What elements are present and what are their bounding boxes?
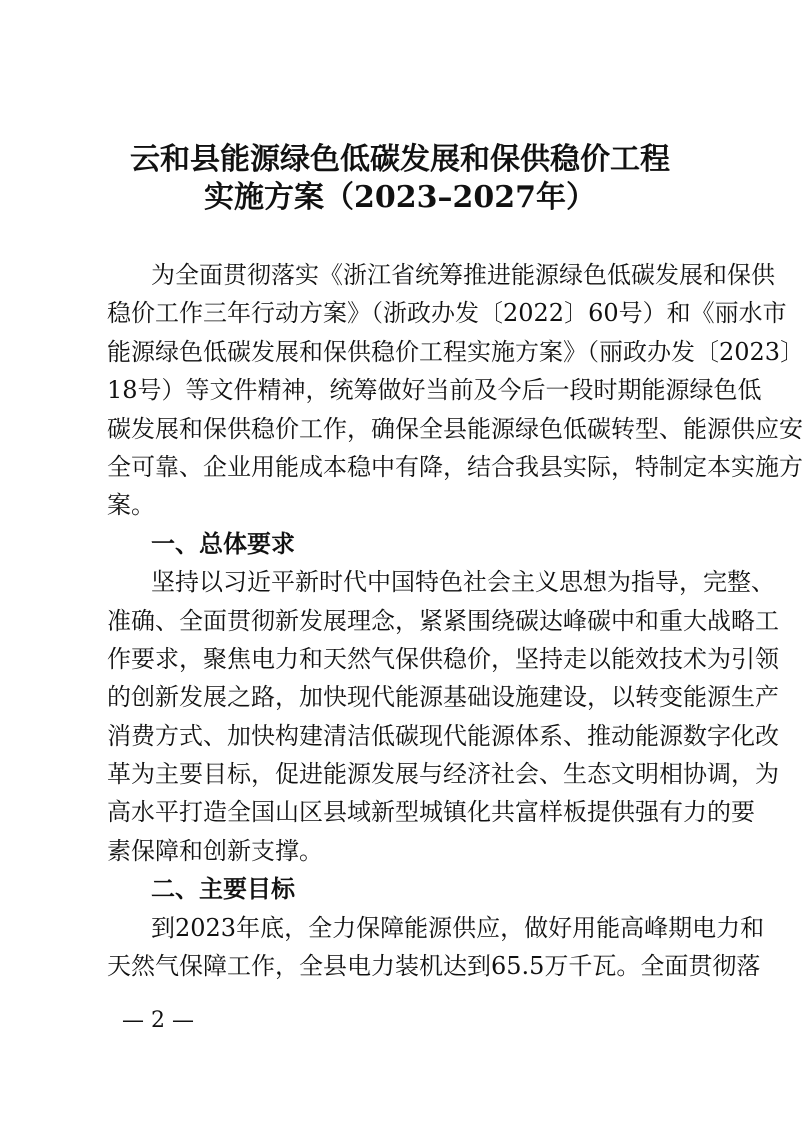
paragraph-line: 案。 xyxy=(107,491,155,520)
section-heading: 一、总体要求 xyxy=(151,528,295,558)
paragraph-line: 革为主要目标，促进能源发展与经济社会、生态文明相协调，为 xyxy=(107,760,779,789)
paragraph-line: 天然气保障工作，全县电力装机达到65.5万千瓦。全面贯彻落 xyxy=(107,952,761,981)
paragraph-line: 的创新发展之路，加快现代能源基础设施建设，以转变能源生产 xyxy=(107,683,779,712)
paragraph-line: 为全面贯彻落实《浙江省统筹推进能源绿色低碳发展和保供 xyxy=(151,261,775,289)
paragraph-line: 全可靠、企业用能成本稳中有降，结合我县实际，特制定本实施方 xyxy=(107,452,803,481)
paragraph-line: 能源绿色低碳发展和保供稳价工程实施方案》（丽政办发〔2023〕 xyxy=(107,337,804,366)
paragraph-line: 消费方式、加快构建清洁低碳现代能源体系、推动能源数字化改 xyxy=(107,721,779,750)
section-heading: 二、主要目标 xyxy=(151,874,295,904)
paragraph-line: 18号）等文件精神，统筹做好当前及今后一段时期能源绿色低 xyxy=(107,376,762,405)
paragraph-line: 作要求，聚焦电力和天然气保供稳价，坚持走以能效技术为引领 xyxy=(107,644,779,673)
paragraph-line: 高水平打造全国山区县域新型城镇化共富样板提供强有力的要 xyxy=(107,798,755,827)
paragraph-line: 碳发展和保供稳价工作，确保全县能源绿色低碳转型、能源供应安 xyxy=(107,414,803,443)
paragraph-line: 稳价工作三年行动方案》（浙政办发〔2022〕60号）和《丽水市 xyxy=(107,299,787,328)
paragraph-line: 准确、全面贯彻新发展理念，紧紧围绕碳达峰碳中和重大战略工 xyxy=(107,606,779,635)
document-body xyxy=(107,256,804,985)
paragraph-line: 素保障和创新支撑。 xyxy=(107,836,323,865)
paragraph-line: 到2023年底，全力保障能源供应，做好用能高峰期电力和 xyxy=(151,913,765,942)
document-title-line-1: 云和县能源绿色低碳发展和保供稳价工程 xyxy=(130,142,670,177)
document-title-line-2: 实施方案（2023–2027年） xyxy=(204,180,596,215)
paragraph-line: 坚持以习近平新时代中国特色社会主义思想为指导，完整、 xyxy=(151,568,775,597)
page-number: — 2 — xyxy=(122,1008,194,1033)
